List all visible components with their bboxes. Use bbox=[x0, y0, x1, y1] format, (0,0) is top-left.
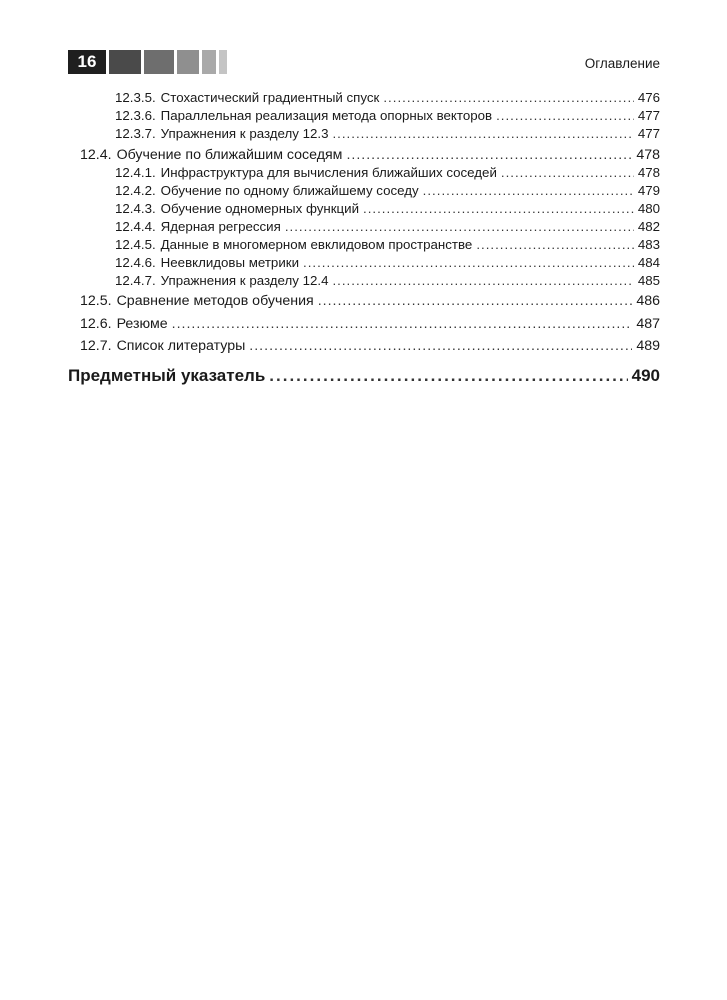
toc-number: 12.5. bbox=[80, 293, 112, 309]
toc-page: 490 bbox=[631, 366, 660, 385]
toc-leader-dots bbox=[332, 272, 633, 290]
toc-entry[interactable] bbox=[115, 254, 660, 272]
toc-page: 479 bbox=[637, 183, 660, 198]
toc-entry[interactable] bbox=[115, 200, 660, 218]
toc-number: 12.4.6. bbox=[115, 255, 156, 270]
toc-leader-dots bbox=[346, 146, 632, 164]
toc-entry[interactable] bbox=[80, 315, 660, 333]
toc-title: Инфраструктура для вычисления ближайших соседей bbox=[160, 165, 497, 180]
toc-number: 12.3.7. bbox=[115, 126, 156, 141]
toc-leader-dots bbox=[318, 292, 633, 310]
header-bar-mid bbox=[144, 50, 174, 74]
toc-leader-dots bbox=[249, 337, 632, 355]
toc-page: 482 bbox=[637, 219, 660, 234]
toc-page: 478 bbox=[636, 147, 660, 163]
toc-entry[interactable] bbox=[115, 182, 660, 200]
toc-title: Обучение одномерных функций bbox=[160, 201, 360, 216]
toc-page: 487 bbox=[636, 316, 660, 332]
header-bar-dark bbox=[109, 50, 141, 74]
toc-number: 12.4.5. bbox=[115, 237, 156, 252]
toc-title: Сравнение методов обучения bbox=[116, 293, 314, 309]
toc-entry[interactable] bbox=[115, 236, 660, 254]
toc-leader-dots bbox=[269, 365, 627, 387]
toc-leader-dots bbox=[476, 236, 633, 254]
toc-title: Обучение по ближайшим соседям bbox=[116, 147, 343, 163]
toc-title: Предметный указатель bbox=[68, 366, 266, 385]
toc-number: 12.4. bbox=[80, 147, 112, 163]
toc-leader-dots bbox=[332, 125, 633, 143]
toc-page: 483 bbox=[637, 237, 660, 252]
toc-title: Резюме bbox=[116, 316, 168, 332]
toc-number: 12.4.1. bbox=[115, 165, 156, 180]
toc-number: 12.3.6. bbox=[115, 108, 156, 123]
toc-title: Данные в многомерном евклидовом пространстве bbox=[160, 237, 473, 252]
toc-leader-dots bbox=[303, 254, 634, 272]
toc-title: Ядерная регрессия bbox=[160, 219, 281, 234]
toc-page: 477 bbox=[637, 108, 660, 123]
toc-title: Параллельная реализация метода опорных векторов bbox=[160, 108, 493, 123]
toc-page: 484 bbox=[637, 255, 660, 270]
toc-number: 12.7. bbox=[80, 338, 112, 354]
toc-page: 477 bbox=[637, 126, 660, 141]
toc-title: Неевклидовы метрики bbox=[160, 255, 300, 270]
page-header bbox=[68, 47, 660, 75]
section-title: Оглавление bbox=[584, 56, 660, 71]
toc-number: 12.4.4. bbox=[115, 219, 156, 234]
toc-page: 486 bbox=[636, 293, 660, 309]
toc-title: Упражнения к разделу 12.4 bbox=[160, 273, 329, 288]
toc-number: 12.4.3. bbox=[115, 201, 156, 216]
toc-entry[interactable] bbox=[115, 218, 660, 236]
toc-page: 480 bbox=[637, 201, 660, 216]
toc-page: 476 bbox=[637, 90, 660, 105]
toc-entry[interactable] bbox=[115, 164, 660, 182]
toc-leader-dots bbox=[496, 107, 634, 125]
toc-number: 12.4.2. bbox=[115, 183, 156, 198]
toc-page: 485 bbox=[637, 273, 660, 288]
toc-title: Обучение по одному ближайшему соседу bbox=[160, 183, 419, 198]
toc-title: Список литературы bbox=[116, 338, 246, 354]
toc-page: 478 bbox=[637, 165, 660, 180]
toc-entry[interactable] bbox=[115, 89, 660, 107]
toc-entry[interactable] bbox=[80, 337, 660, 355]
toc-entry[interactable] bbox=[115, 272, 660, 290]
toc-number: 12.4.7. bbox=[115, 273, 156, 288]
toc-number: 12.6. bbox=[80, 316, 112, 332]
toc-leader-dots bbox=[383, 89, 633, 107]
toc-number: 12.3.5. bbox=[115, 90, 156, 105]
toc-leader-dots bbox=[501, 164, 634, 182]
page-number: 16 bbox=[68, 50, 106, 74]
header-bar-lighter bbox=[202, 50, 216, 74]
toc-entry[interactable] bbox=[80, 292, 660, 310]
header-bar-lightest bbox=[219, 50, 227, 74]
toc-leader-dots bbox=[423, 182, 634, 200]
toc-page: 489 bbox=[636, 338, 660, 354]
toc-title: Упражнения к разделу 12.3 bbox=[160, 126, 329, 141]
toc-title: Стохастический градиентный спуск bbox=[160, 90, 380, 105]
toc-entry[interactable] bbox=[115, 125, 660, 143]
toc-leader-dots bbox=[363, 200, 634, 218]
toc-leader-dots bbox=[285, 218, 634, 236]
header-bar-light bbox=[177, 50, 199, 74]
toc-entry-index[interactable] bbox=[68, 365, 660, 387]
toc-entry[interactable] bbox=[115, 107, 660, 125]
toc-leader-dots bbox=[172, 315, 633, 333]
toc-entry[interactable] bbox=[80, 146, 660, 164]
